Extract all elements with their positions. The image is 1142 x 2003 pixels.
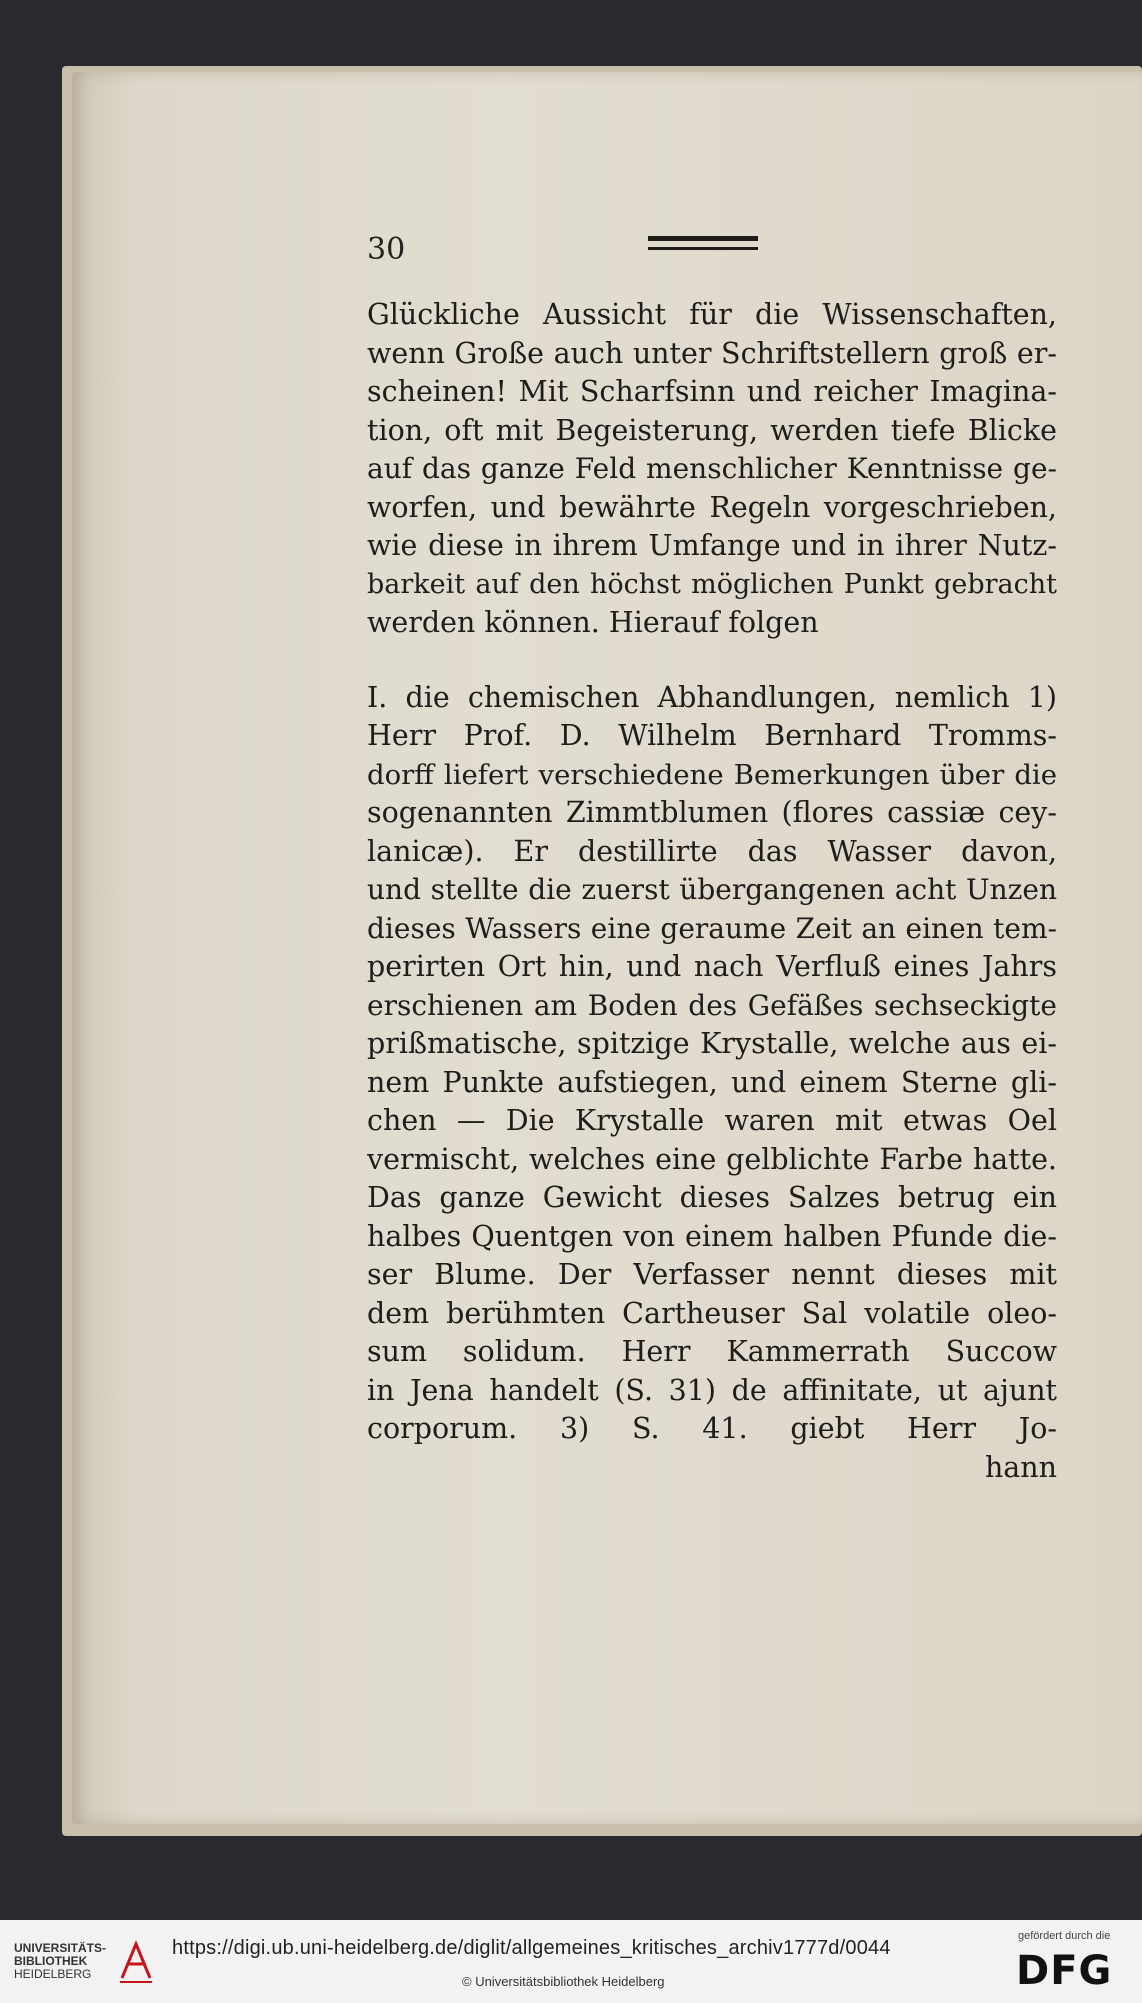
text-line: dieses Wassers eine geraume Zeit an einen tem- [367, 911, 1057, 945]
text-line: vermischt, welches eine gelblichte Farbe hatte. [367, 1142, 1057, 1176]
text-line: Das ganze Gewicht dieses Salzes betrug ein [367, 1181, 1057, 1214]
text-line: sogenannten Zimmtblumen (flores cassiæ cey- [367, 796, 1057, 829]
text-line: I. die chemischen Abhandlungen, nemlich 1) [367, 680, 1057, 714]
text-line: dorff liefert verschiedene Bemerkungen über die [367, 758, 1057, 791]
library-name-line3: HEIDELBERG [14, 1967, 92, 1981]
text-line: sum solidum. Herr Kammerrath Succow [367, 1335, 1057, 1368]
text-line: scheinen! Mit Scharfsinn und reicher Imagina- [367, 375, 1057, 408]
library-name-line1: UNIVERSITÄTS- [14, 1941, 107, 1955]
text-line: dem berühmten Cartheuser Sal volatile oleo- [367, 1296, 1057, 1330]
catchword: hann [984, 1450, 1057, 1484]
dfg-logo[interactable]: DFG [1016, 1948, 1113, 1994]
text-line: lanicæ). Er destillirte das Wasser davon, [367, 834, 1057, 868]
funding-note: gefördert durch die [1018, 1930, 1111, 1942]
text-line: erschienen am Boden des Gefäßes sechseckigte [367, 988, 1057, 1022]
text-line: wenn Große auch unter Schriftstellern groß er- [367, 336, 1057, 370]
text-line: corporum. 3) S. 41. giebt Herr Jo- [367, 1412, 1057, 1445]
paragraph-gap [367, 643, 1057, 679]
text-line: Glückliche Aussicht für die Wissenschaften, [367, 298, 1057, 331]
text-line: halbes Quentgen von einem halben Pfunde die- [367, 1219, 1057, 1253]
paragraph-chemical [367, 679, 1057, 1449]
library-logo-icon[interactable] [116, 1938, 156, 1984]
paragraph-intro [367, 296, 1057, 643]
text-line: ser Blume. Der Verfasser nennt dieses mit [367, 1258, 1057, 1291]
page-number: 30 [367, 232, 406, 267]
page-text [367, 296, 1057, 1487]
library-logo-text[interactable] [14, 1942, 106, 1981]
text-line: tion, oft mit Begeisterung, werden tiefe Blicke [367, 413, 1057, 447]
text-line: wie diese in ihrem Umfange und in ihrer Nutz- [367, 529, 1057, 562]
text-line: prißmatische, spitzige Krystalle, welche aus ei- [367, 1027, 1057, 1060]
text-line: barkeit auf den höchst möglichen Punkt gebracht [367, 568, 1057, 600]
text-line: in Jena handelt (S. 31) de affinitate, ut ajunt [367, 1373, 1057, 1407]
text-line: chen — Die Krystalle waren mit etwas Oel [367, 1104, 1057, 1137]
text-line: perirten Ort hin, und nach Verfluß eines Jahrs [367, 950, 1057, 983]
text-line: Herr Prof. D. Wilhelm Bernhard Tromms- [367, 719, 1057, 752]
header-rule [648, 236, 758, 250]
text-line: auf das ganze Feld menschlicher Kenntnisse ge- [367, 452, 1057, 485]
text-line: worfen, und bewährte Regeln vorgeschrieben, [367, 490, 1057, 524]
viewer-footer [0, 1920, 1142, 2003]
permalink-url[interactable]: https://digi.ub.uni-heidelberg.de/diglit/allgemeines_kritisches_archiv1777d/0044 [172, 1937, 891, 1959]
text-line: nem Punkte aufstiegen, und einem Sterne gli- [367, 1065, 1057, 1099]
text-line: werden können. Hierauf folgen [367, 606, 819, 639]
library-name-line2: BIBLIOTHEK [14, 1954, 88, 1968]
copyright-text: © Universitätsbibliothek Heidelberg [462, 1974, 665, 1989]
text-line: und stellte die zuerst übergangenen acht Unzen [367, 873, 1057, 906]
